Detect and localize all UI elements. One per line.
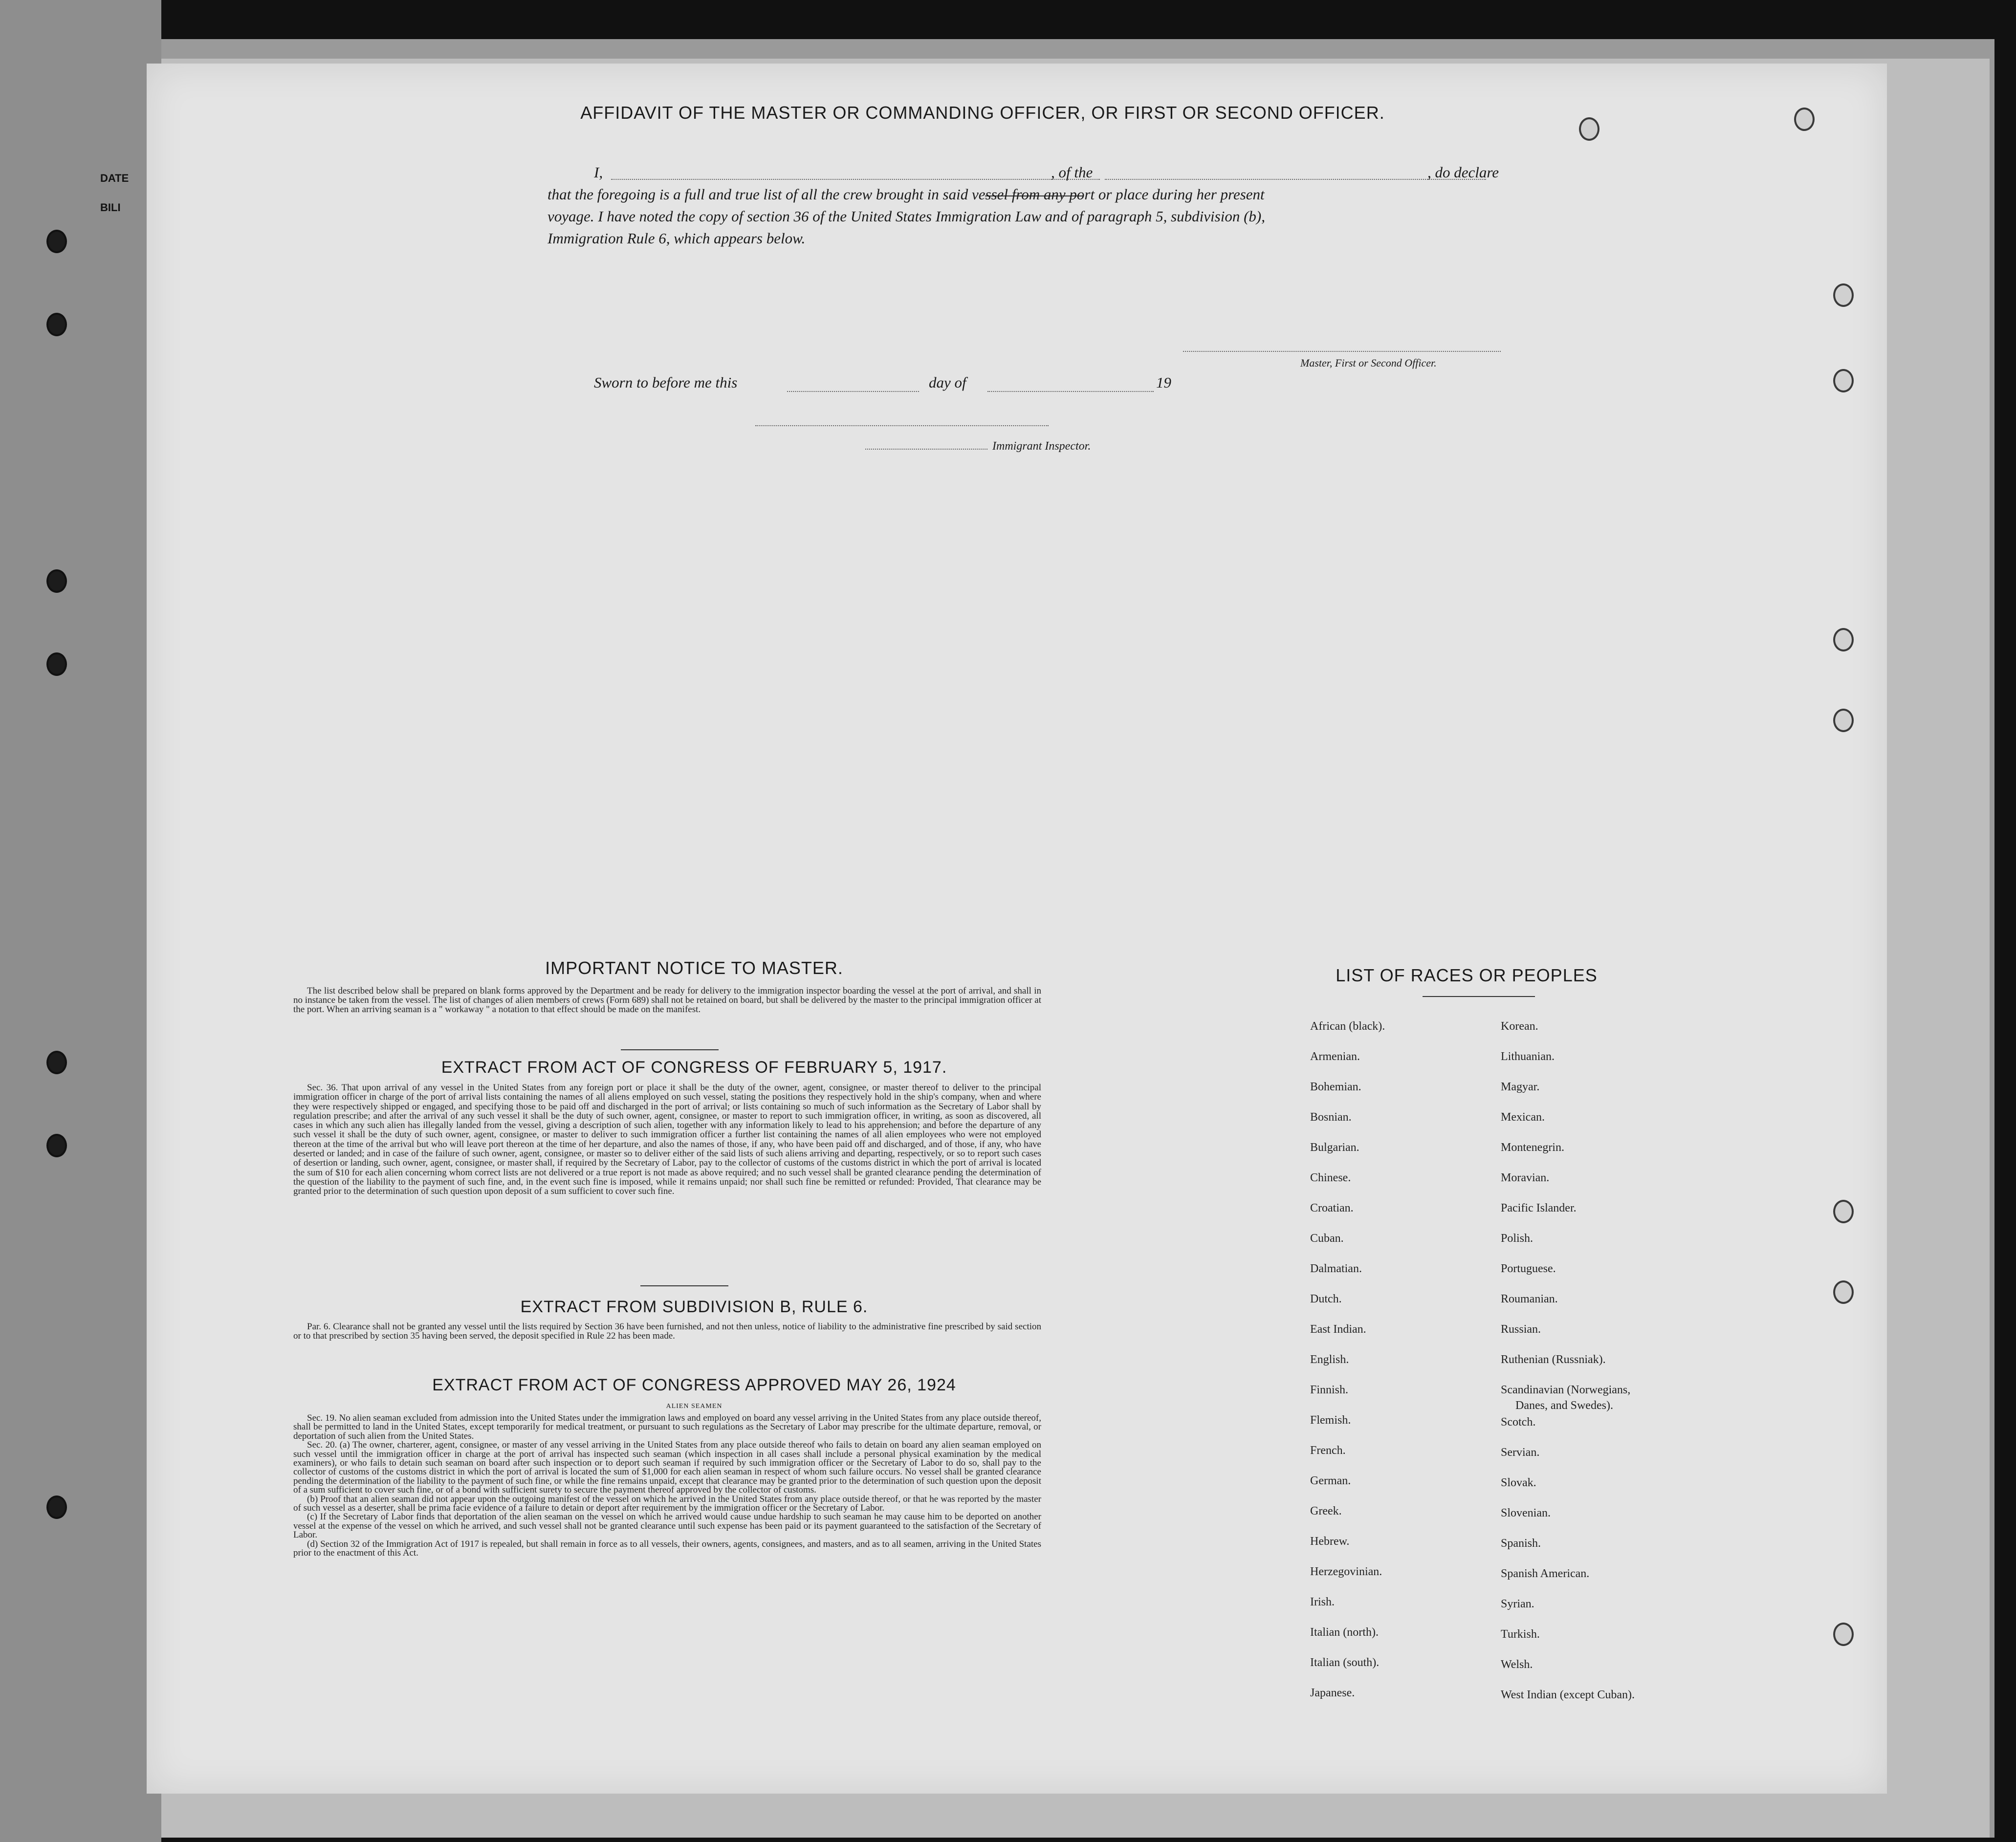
inspector-signature-line [755,425,1049,426]
punch-hole [1833,628,1854,651]
sec-20a-paragraph: Sec. 20. (a) The owner, charterer, agent, consignee, or master of any vessel arriving in the United States from any place outside thereof who fails to detain on board any alien seaman employed on such vessel until the immigration officer in charge at the port of arrival has inspected such seaman (which inspection in all cases shall include a personal physical examination by the medical examiners), or who fails to detain such seaman on board after such inspection or to deport such seaman if required by such immigration officer or the Secretary of Labor to do so, shall pay to the collector of customs of the customs district in which the port of arrival is located the sum of $1,000 for each alien seaman in respect of whom such failure occurs. No vessel shall be granted clearance pending the determination of the liability to the payment of such fine, or while the fine remains unpaid, except that clearance may be granted prior to the determination of such question upon the deposit of a sum sufficient to cover such fine, or of a bond with sufficient surety to secure the payment thereof approved by the collector of customs. [293,1440,1041,1495]
stamp-date-label: DATE [100,172,129,184]
race-item: Flemish. [1310,1414,1351,1427]
punch-hole [1833,1200,1854,1223]
declaration-line-2: that the foregoing is a full and true list of all the crew brought in said vessel from any port or place during her present [548,186,1265,203]
subdivision-b-text [293,1322,1041,1341]
race-item: Bosnian. [1310,1111,1352,1124]
inspector-signature-line-2 [865,449,987,450]
race-item: Roumanian. [1501,1293,1558,1305]
notice-title: IMPORTANT NOTICE TO MASTER. [545,958,843,978]
race-item: French. [1310,1444,1346,1457]
race-item: English. [1310,1353,1349,1366]
section-divider [621,1049,719,1050]
punch-hole [46,569,67,593]
punch-hole [1579,117,1600,141]
race-item: Dutch. [1310,1293,1342,1305]
year-prefix: 19 [1156,374,1171,391]
sworn-day-blank [787,391,919,392]
extract-1917-text [293,1083,1041,1196]
date-stamp [100,164,129,222]
race-item: Scotch. [1501,1416,1536,1429]
punch-hole [46,1134,67,1157]
race-item: Slovak. [1501,1476,1536,1489]
section-36-paragraph: Sec. 36. That upon arrival of any vessel in the United States from any foreign port or place it shall be the duty of the owner, agent, consignee, or master thereof to deliver to the principal immigration officer in charge of the port of arrival lists containing the names of all aliens employed on such vessel, stating the positions they respectively hold in the ship's company, when and where they were respectively shipped or engaged, and specifying those to be paid off and discharged in the port of arrival; or lists containing so much of such information as the Secretary of Labor shall by regulation prescribe; and after the arrival of any such vessel it shall be the duty of such owner, agent, consignee, or master to report to such immigration officer, in writing, as soon as discovered, all cases in which any such alien has illegally landed from the vessel, giving a description of such alien, together with any information likely to lead to his apprehension; and before the departure of any such vessel it shall be the duty of such owner, agent, consignee, or master to deliver to such immigration officer a further list containing the names of all alien employees who were not employed thereon at the time of the arrival but who will leave port thereon at the time of her departure, and also the names of those, if any, who have been paid off and discharged, and of those, if any, who have deserted or landed; and in case of the failure of such owner, agent, consignee, or master so to deliver either of the said lists of such aliens arriving and departing, respectively, or so to report such cases of desertion or landing, such owner, agent, consignee, or master shall, if required by the Secretary of Labor, pay to the collector of customs of the customs district in which the port of arrival is located the sum of $10 for each alien concerning whom correct lists are not delivered or a true report is not made as above required; and no such vessel shall be granted clearance pending the determination of the question of the liability to the payment of such fine, and, in the event such fine is imposed, while it remains unpaid; nor shall such fine be remitted or refunded: Provided, That clearance may be granted prior to the determination of such question upon deposit of a sum sufficient to cover such fine. [293,1083,1041,1197]
race-item: Moravian. [1501,1171,1550,1184]
race-item: Dalmatian. [1310,1262,1362,1275]
punch-hole [1833,1623,1854,1646]
of-the-label: , of the [1051,164,1093,181]
punch-hole [1833,709,1854,732]
race-item: Bohemian. [1310,1081,1361,1093]
race-item: Mexican. [1501,1111,1545,1124]
declaration-line-1 [548,161,1574,183]
race-item: Montenegrin. [1501,1141,1564,1154]
stamp-bill-label: BILI [100,201,121,214]
race-item: Italian (north). [1310,1626,1379,1639]
races-title-underline [1423,996,1535,997]
race-item: Polish. [1501,1232,1534,1245]
race-item: Armenian. [1310,1050,1360,1063]
punch-hole [46,230,67,253]
race-item: Magyar. [1501,1081,1540,1093]
sworn-month-blank [987,391,1154,392]
race-item: Portuguese. [1501,1262,1556,1275]
day-of-label: day of [929,374,966,391]
race-item: Russian. [1501,1323,1541,1336]
race-item-continuation: Danes, and Swedes). [1515,1399,1613,1412]
race-item: Herzegovinian. [1310,1565,1382,1578]
race-item: Slovenian. [1501,1507,1551,1519]
name-blank [611,179,1100,180]
extract-1924-text [293,1414,1041,1558]
punch-hole [46,1495,67,1519]
punch-hole [1833,283,1854,307]
extract-1917-title: EXTRACT FROM ACT OF CONGRESS OF FEBRUARY 5, 1917. [441,1058,947,1077]
declaration-block [548,161,1574,249]
race-item: Greek. [1310,1505,1342,1517]
do-declare-label: , do declare [1427,164,1499,181]
inspector-caption: Immigrant Inspector. [992,440,1091,453]
notice-text [293,986,1041,1014]
notice-paragraph: The list described below shall be prepared on blank forms approved by the Department and be ready for delivery to the immigration inspector boarding the vessel at the port of arrival, and shall in no instance be taken from the vessel. The list of changes of alien members of crews (Form 689) shall not be retained on board, but shall be delivered by the master to the principal immigration officer at the port. When an arriving seaman is a " workaway " a notation to that effect should be made on the manifest. [293,986,1041,1015]
race-item: Lithuanian. [1501,1050,1555,1063]
race-item: Ruthenian (Russniak). [1501,1353,1606,1366]
sec-19-paragraph: Sec. 19. No alien seaman excluded from admission into the United States under the immigration laws and employed on board any vessel arriving in the United States from any place outside thereof, shall be permitted to land in the United States, except temporarily for medical treatment, or pursuant to such regulations as the Secretary of Labor may prescribe for the ultimate departure, removal, or deportation of such alien from the United States. [293,1413,1041,1441]
race-item: Hebrew. [1310,1535,1350,1548]
race-item: Spanish. [1501,1537,1541,1550]
race-item: Japanese. [1310,1687,1355,1699]
race-item: Bulgarian. [1310,1141,1359,1154]
race-item: Italian (south). [1310,1656,1380,1669]
race-item: German. [1310,1474,1351,1487]
declaration-line-4: Immigration Rule 6, which appears below. [548,230,806,247]
sec-20b-paragraph: (b) Proof that an alien seaman did not appear upon the outgoing manifest of the vessel on which he arrived in the United States from any place outside thereof, or that he was reported by the master of such vessel as a deserter, shall be prima facie evidence of a failure to detain or deport after requirement by the immigration officer or the Secretary of Labor. [293,1494,1041,1514]
affidavit-title: AFFIDAVIT OF THE MASTER OR COMMANDING OFFICER, OR FIRST OR SECOND OFFICER. [580,103,1385,123]
race-item: African (black). [1310,1020,1385,1033]
master-signature-line [1183,351,1501,352]
declarant-prefix: I, [594,164,603,181]
race-item: Chinese. [1310,1171,1351,1184]
par-6-paragraph: Par. 6. Clearance shall not be granted any vessel until the lists required by Section 36 have been furnished, and not then unless, notice of liability to the administrative fine prescribed by said section or to that prescribed by section 35 having been served, the deposit specified in Rule 22 has been made. [293,1322,1041,1341]
race-item: Scandinavian (Norwegians, [1501,1384,1631,1396]
alien-seamen-subtitle: ALIEN SEAMEN [666,1403,723,1410]
sec-20c-paragraph: (c) If the Secretary of Labor finds that deportation of the alien seaman on the vessel on which he arrived would cause undue hardship to such seaman he may cause him to be deported on another vessel at the expense of the vessel on which he arrived, and such vessel shall not be granted clearance until such expense has been paid or its payment guaranteed to the satisfaction of the Secretary of Labor. [293,1512,1041,1540]
race-item: East Indian. [1310,1323,1366,1336]
race-item: Korean. [1501,1020,1538,1033]
races-title: LIST OF RACES OR PEOPLES [1336,965,1598,985]
section-divider [640,1285,728,1286]
race-item: Welsh. [1501,1658,1533,1671]
race-item: Finnish. [1310,1384,1349,1396]
punch-hole [1794,108,1815,131]
punch-hole [46,652,67,676]
race-item: Croatian. [1310,1202,1354,1214]
declaration-line-3: voyage. I have noted the copy of section 36 of the United States Immigration Law and of paragraph 5, subdivision (b), [548,208,1265,225]
master-caption: Master, First or Second Officer. [1300,357,1437,369]
race-item: West Indian (except Cuban). [1501,1689,1635,1701]
punch-hole [1833,369,1854,392]
race-item: Turkish. [1501,1628,1540,1641]
left-scan-edge [0,0,161,1842]
race-item: Irish. [1310,1596,1335,1608]
subdivision-b-title: EXTRACT FROM SUBDIVISION B, RULE 6. [520,1298,868,1316]
race-item: Syrian. [1501,1598,1534,1610]
sec-20d-paragraph: (d) Section 32 of the Immigration Act of 1917 is repealed, but shall remain in force as to all vessels, their owners, agents, consignees, and masters, and as to all seamen, arriving in the United States prior to the enactment of this Act. [293,1539,1041,1559]
punch-hole [1833,1280,1854,1304]
extract-1924-title: EXTRACT FROM ACT OF CONGRESS APPROVED MAY 26, 1924 [432,1376,956,1394]
punch-hole [46,1051,67,1074]
race-item: Pacific Islander. [1501,1202,1577,1214]
race-item: Servian. [1501,1446,1540,1459]
race-item: Spanish American. [1501,1567,1590,1580]
punch-hole [46,313,67,336]
race-item: Cuban. [1310,1232,1344,1245]
sworn-label: Sworn to before me this [594,374,738,391]
